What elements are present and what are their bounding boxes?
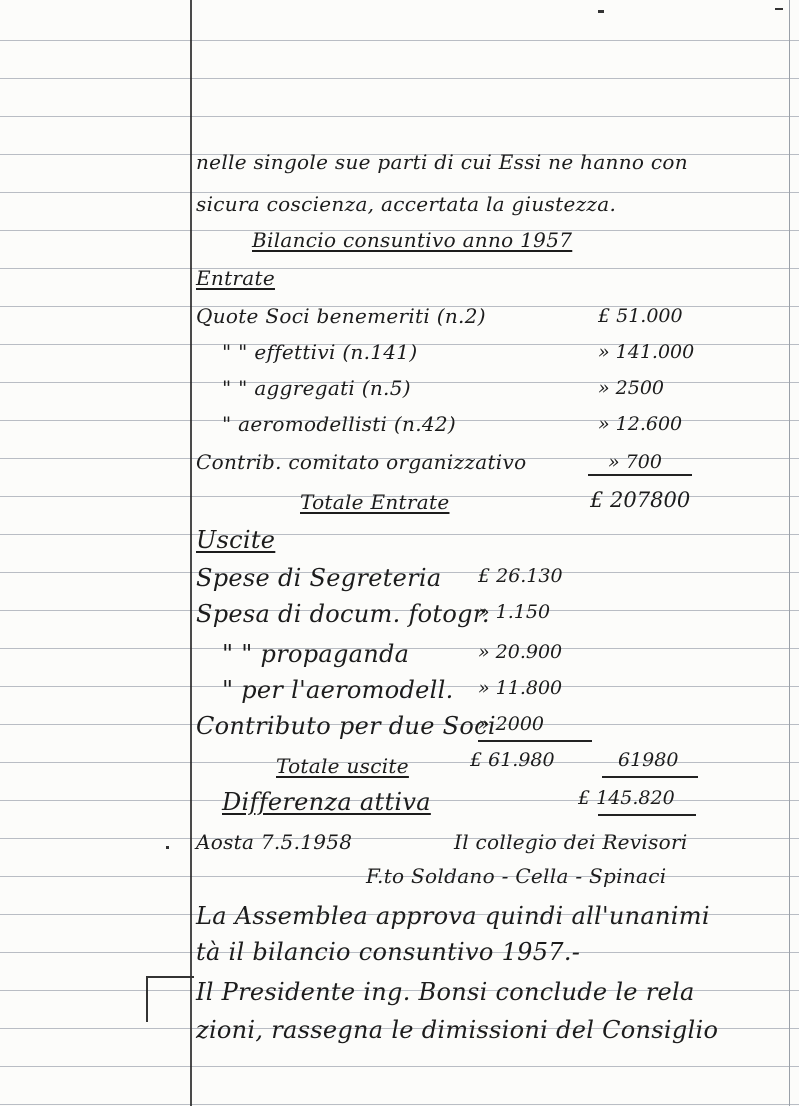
carry-rule [602,776,698,778]
differenza-rule [598,814,696,816]
intro-line-1: nelle singole sue parti di cui Essi ne hanno con [196,150,688,174]
right-edge-line [789,0,790,1106]
entrate-row-label: " " effettivi (n.141) [222,340,418,364]
differenza-label: Differenza attiva [222,788,431,816]
uscite-total-amount: £ 61.980 [470,749,555,771]
ink-speck [775,8,783,10]
uscite-total-carry: 61980 [618,749,679,771]
uscite-sum-rule [478,740,592,742]
uscite-row-amount: » 11.800 [478,677,563,699]
closing-line-1: La Assemblea approva quindi all'unanimi [196,902,710,930]
paragraph-bracket-vertical [146,976,148,1022]
uscite-row-label: " " propaganda [222,640,410,668]
ink-speck [598,10,604,13]
entrate-row-amount: £ 51.000 [598,305,683,327]
entrate-sum-rule [588,474,692,476]
entrate-row-amount: » 141.000 [598,341,695,363]
revisori-college: Il collegio dei Revisori [454,830,688,854]
uscite-row-label: Spese di Segreteria [196,564,442,592]
entrate-row-label: Contrib. comitato organizzativo [196,450,527,474]
bilancio-title: Bilancio consuntivo anno 1957 [252,228,573,252]
place-date: Aosta 7.5.1958 [196,830,353,854]
uscite-heading: Uscite [196,526,276,554]
uscite-row-label: " per l'aeromodell. [222,676,454,704]
margin-line [190,0,192,1106]
entrate-heading: Entrate [196,266,275,290]
entrate-total-label: Totale Entrate [300,490,450,514]
closing-line-4: zioni, rassegna le dimissioni del Consiglio [196,1016,719,1044]
closing-line-2: tà il bilancio consuntivo 1957.- [196,938,581,966]
uscite-row-label: Spesa di docum. fotogr. [196,600,490,628]
uscite-row-amount: £ 26.130 [478,565,563,587]
differenza-amount: £ 145.820 [578,787,675,809]
entrate-row-amount: » 12.600 [598,413,683,435]
closing-line-3: Il Presidente ing. Bonsi conclude le rela [196,978,695,1006]
uscite-row-label: Contributo per due Soci [196,712,496,740]
revisori-names: F.to Soldano - Cella - Spinaci [366,864,667,888]
entrate-row-label: Quote Soci benemeriti (n.2) [196,304,486,328]
margin-dot [166,846,169,849]
entrate-row-label: " aeromodellisti (n.42) [222,412,456,436]
uscite-total-label: Totale uscite [276,754,409,778]
entrate-row-amount: » 2500 [598,377,665,399]
uscite-row-amount: » 20.900 [478,641,563,663]
entrate-row-amount: » 700 [608,451,662,473]
intro-line-2: sicura coscienza, accertata la giustezza. [196,192,617,216]
uscite-row-amount: » 1.150 [478,601,551,623]
paragraph-bracket-horizontal [146,976,194,978]
entrate-total-amount: £ 207800 [590,488,691,512]
entrate-row-label: " " aggregati (n.5) [222,376,411,400]
uscite-row-amount: » 2000 [478,713,545,735]
